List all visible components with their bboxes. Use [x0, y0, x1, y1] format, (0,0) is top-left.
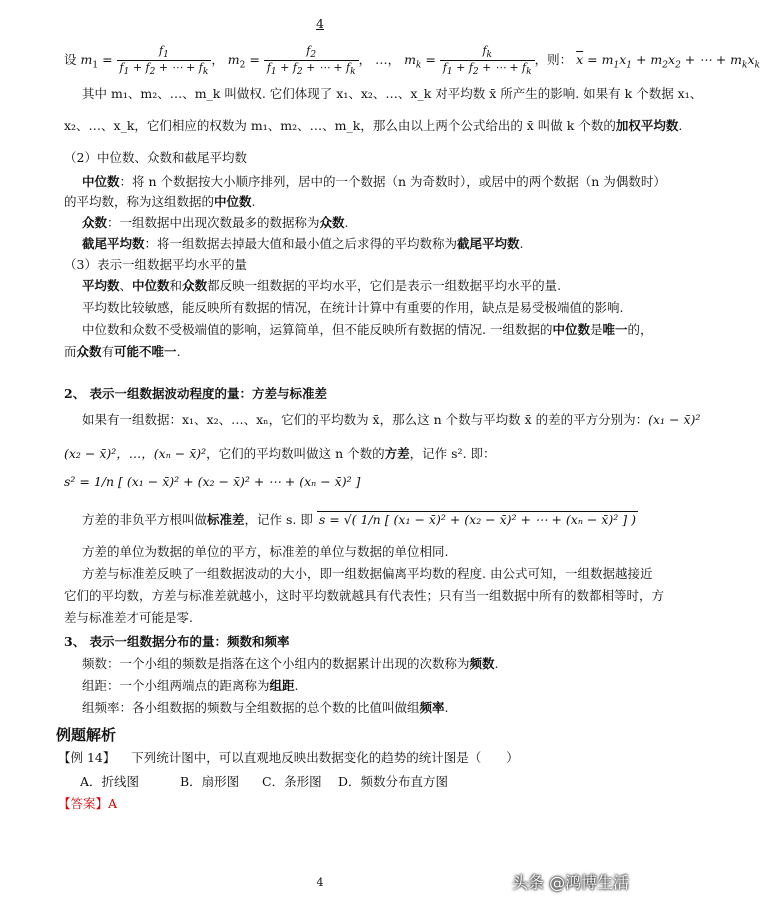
- variance-formula: s² = 1/n [ (x₁ − x̄)² + (x₂ − x̄)² + ⋯ + (xₙ − x̄)² ]: [64, 474, 361, 489]
- average-level-p1: 平均数、中位数和众数都反映一组数据的平均水平，它们是表示一组数据平均水平的量.: [82, 278, 562, 293]
- mode-definition: 众数：一组数据中出现次数最多的数据称为众数.: [82, 215, 349, 230]
- median-definition: 中位数：将 n 个数据按大小顺序排列，居中的一个数据（n 为奇数时），或居中的两个数据（n 为偶数时）: [82, 174, 666, 189]
- average-level-p4: 而众数有可能不唯一.: [64, 344, 181, 359]
- variance-heading: 2、 表示一组数据波动程度的量：方差与标准差: [64, 386, 328, 401]
- variance-intro-2: (x₂ − x̄)²，…，(xₙ − x̄)²，它们的平均数叫做这 n 个数的方差，记作 s². 即：: [64, 446, 496, 461]
- weighted-mean-formula: 设 $m_1$ = $\frac{f_1}{f_1 + f_2 + \cdots + f_k}$ ， $m_2$ = $\frac{f_2}{f_1 + f_2 + \cdots + f_k}$ ， …， $m_k$ = $\frac{f_k}{f_1 + f_2 + \cdots + f_k}$ ，则： $\overline{x} = m_1x_1 + m_2x_2$ + ⋯ + $m_kx_k$: [64, 44, 760, 78]
- watermark: 头条 @鸿博生活: [512, 873, 630, 892]
- section-heading-median: （2）中位数、众数和截尾平均数: [64, 150, 247, 165]
- weights-paragraph-1: 其中 m₁、m₂、…、m_k 叫做权. 它们体现了 x₁、x₂、…、x_k 对平均数 x̄ 所产生的影响. 如果有 k 个数据 x₁、: [82, 86, 703, 101]
- average-level-p2: 平均数比较敏感，能反映所有数据的情况，在统计计算中有重要的作用，缺点是易受极端值的影响.: [82, 300, 624, 315]
- examples-heading: 例题解析: [56, 726, 117, 744]
- variance-explain-1: 方差与标准差反映了一组数据波动的大小，即一组数据偏离平均数的程度. 由公式可知，一组数据越接近: [82, 566, 653, 581]
- variance-units: 方差的单位为数据的单位的平方，标准差的单位与数据的单位相同.: [82, 544, 449, 559]
- weights-paragraph-2: x₂、…、x_k，它们相应的权数为 m₁、m₂、…、m_k，那么由以上两个公式给出的 x̄ 叫做 k 个数的加权平均数.: [64, 118, 683, 133]
- page-number-top: 4: [316, 16, 324, 31]
- median-definition-cont: 的平均数，称为这组数据的中位数.: [64, 194, 256, 209]
- class-interval-definition: 组距：一个小组两端点的距离称为组距.: [82, 678, 299, 693]
- option-c: C．条形图: [262, 774, 322, 789]
- trimmed-mean-definition: 截尾平均数：将一组数据去掉最大值和最小值之后求得的平均数称为截尾平均数.: [82, 236, 524, 251]
- page-number-bottom: 4: [316, 876, 324, 889]
- std-definition: 方差的非负平方根叫做标准差，记作 s. 即 s = √( 1/n [ (x₁ − x̄)² + (x₂ − x̄)² + ⋯ + (xₙ − x̄)² ] ): [82, 512, 636, 527]
- variance-explain-3: 差与标准差才可能是零.: [64, 610, 193, 625]
- variance-intro: 如果有一组数据：x₁、x₂、…、xₙ，它们的平均数为 x̄，那么这 n 个数与平均数 x̄ 的差的平方分别为：(x₁ − x̄)²: [82, 412, 701, 427]
- frequency-definition: 频数：一个小组的频数是指落在这个小组内的数据累计出现的次数称为频数.: [82, 656, 499, 671]
- variance-explain-2: 它们的平均数，方差与标准差就越小，这时平均数就越具有代表性；只有当一组数据中所有的数都相等时，方: [64, 588, 665, 603]
- option-a: A．折线图: [80, 774, 140, 789]
- option-d: D．频数分布直方图: [338, 774, 449, 789]
- average-level-p3: 中位数和众数不受极端值的影响，运算简单，但不能反映所有数据的情况. 一组数据的中位数是唯一的，: [82, 322, 653, 337]
- distribution-heading: 3、 表示一组数据分布的量：频数和频率: [64, 634, 290, 649]
- section-heading-average-level: （3）表示一组数据平均水平的量: [64, 257, 247, 272]
- option-b: B．扇形图: [180, 774, 240, 789]
- example-question: 【例 14】 下列统计图中，可以直观地反映出数据变化的趋势的统计图是（ ）: [58, 750, 519, 765]
- answer: 【答案】A: [58, 796, 118, 811]
- relative-frequency-definition: 组频率：各小组数据的频数与全组数据的总个数的比值叫做组频率.: [82, 700, 449, 715]
